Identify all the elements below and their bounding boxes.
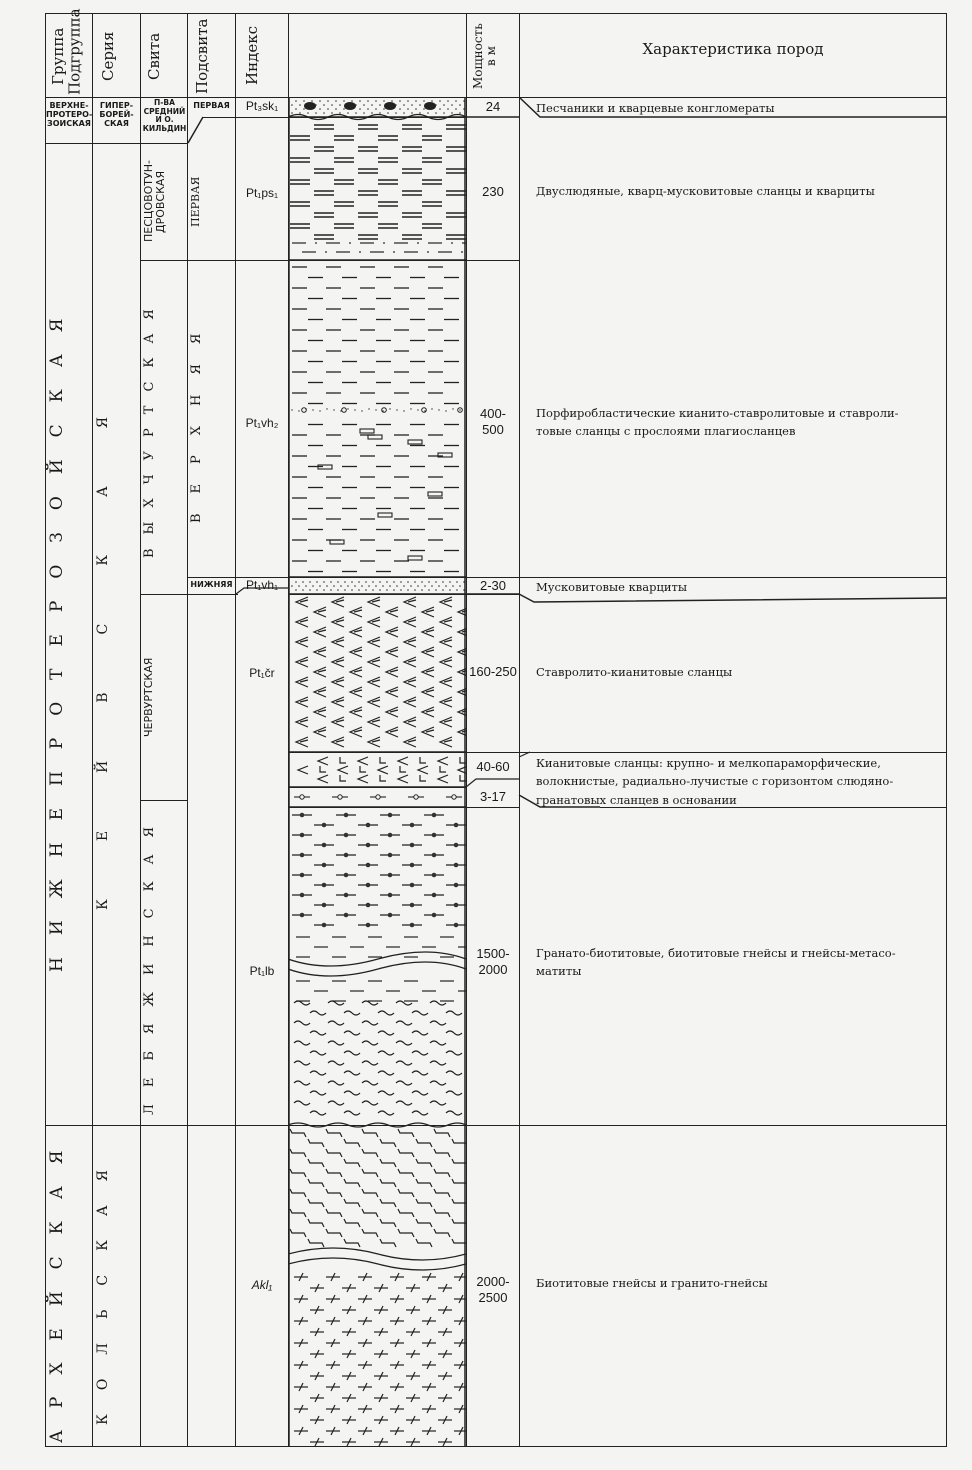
header-suite: Свита — [145, 32, 163, 80]
index-sk: Pt₃sk₁ — [245, 99, 279, 113]
metasomatite-pattern — [288, 1001, 466, 1127]
gneiss-pattern — [288, 1129, 466, 1270]
suite-lebyazhinskaya: ЛЕБЯЖИНСКАЯ — [142, 809, 157, 1116]
suite-kildin: П-ВА СРЕДНИЙ И О. КИЛЬДИН — [142, 98, 187, 133]
series-keivskaya: КЕЙВСКАЯ — [95, 358, 111, 910]
desc-lb: Гранато-биотитовые, биотитовые гнейсы и гнейсы-метасо- матиты — [536, 946, 896, 979]
thickness-ps: 230 — [482, 184, 504, 199]
index-cr: Pt₁čr — [249, 666, 275, 680]
thickness-cr: 160-250 — [469, 664, 517, 679]
header-description: Характеристика пород — [642, 40, 824, 58]
subsuite-first-pest: ПЕРВАЯ — [189, 176, 202, 227]
kyanite-schist-pattern — [296, 597, 466, 783]
thickness-kyanite: 40-60 — [476, 759, 510, 774]
desc-ps: Двуслюдяные, кварц-мусковитовые сланцы и кварциты — [536, 184, 875, 198]
granite-gneiss-pattern — [294, 1273, 466, 1446]
index-vh2: Pt₁vh₂ — [245, 416, 279, 430]
index-ps: Pt₁ps₁ — [245, 186, 279, 200]
group-archean: АРХЕЙСКАЯ — [47, 1128, 67, 1443]
subsuite-lower: НИЖНЯЯ — [190, 580, 233, 589]
lithology-column — [288, 97, 466, 1447]
desc-cr: Ставролито-кианитовые сланцы — [536, 665, 733, 679]
suite-vykhchurtskaya: ВЫХЧУРТСКАЯ — [142, 295, 157, 559]
subsuite-first-kildin: ПЕРВАЯ — [193, 101, 230, 110]
header-subsuite: Подсвита — [193, 18, 211, 94]
two-mica-schist-pattern — [290, 125, 466, 253]
desc-vh2: Порфиробластические кианито-ставролитовые и ставроли- товые сланцы с прослоями плагиосланцев — [536, 406, 899, 439]
suite-pestsovotundrovskaya: ПЕСЦОВОТУН- ДРОВСКАЯ — [142, 160, 168, 243]
series-hyperborean: ГИПЕР- БОРЕЙ- СКАЯ — [99, 101, 134, 129]
thickness-akl: 2000- 2500 — [476, 1274, 510, 1305]
thickness-lb: 1500- 2000 — [476, 946, 510, 977]
header-series: Серия — [99, 31, 117, 81]
thickness-vh1: 2-30 — [479, 578, 507, 593]
index-lb: Pt₁lb — [249, 964, 275, 978]
thickness-vh2: 400- 500 — [479, 406, 507, 437]
suite-chervurtskaya: ЧЕРВУРТСКАЯ — [142, 657, 155, 737]
desc-akl: Биотитовые гнейсы и гранито-гнейсы — [536, 1276, 768, 1290]
thickness-sk: 24 — [485, 99, 501, 114]
desc-vh1: Мусковитовые кварциты — [536, 580, 688, 594]
schist-with-porphyroblasts-pattern — [291, 267, 462, 572]
quartzite-pattern — [291, 581, 465, 591]
group-upper-proterozoic: ВЕРХНЕ- ПРОТЕРО- ЗОИСКАЯ — [46, 101, 93, 129]
garnet-schist-pattern — [294, 795, 462, 799]
desc-kyanite: Кианитовые сланцы: крупно- и мелкопараморфические, волокнистые, радиально-лучистые с горизонтом слюдяно- гранатовых сланцев в основании — [536, 756, 894, 807]
desc-sk: Песчаники и кварцевые конгломераты — [536, 101, 775, 115]
series-kolskaya: КОЛЬСКАЯ — [95, 1146, 111, 1425]
header-index: Индекс — [243, 26, 261, 86]
group-lower-proterozoic: НИЖНЕПРОТЕРОЗОЙСКАЯ — [47, 296, 67, 972]
subsuite-upper: ВЕРХНЯЯ — [189, 313, 204, 524]
thickness-garnet: 3-17 — [479, 789, 507, 804]
header-group: Группа Подгруппа — [49, 8, 84, 95]
header-thickness: Мощность в м — [471, 23, 499, 89]
index-akl: Akl₁ — [251, 1278, 273, 1292]
garnet-biotite-gneiss-pattern — [288, 813, 466, 1001]
index-vh1: Pt₁vh₁ — [245, 578, 279, 592]
